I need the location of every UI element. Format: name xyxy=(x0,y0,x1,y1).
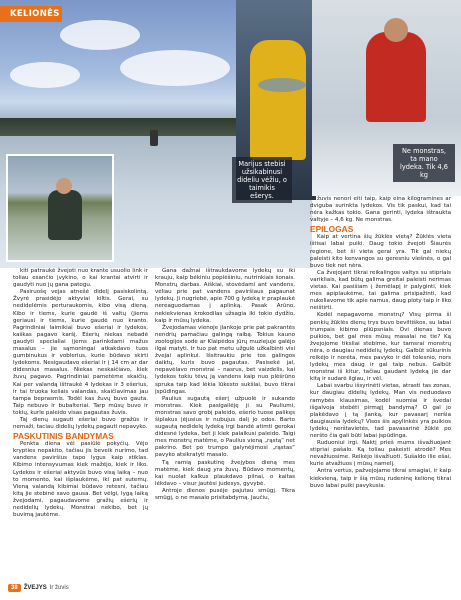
paragraph: Pasiruošę vejas atnešė didelį pasiskolintą. Žvyrė prasidėjo aktyviai kiltis. Gerai, su nedidelėmis perturaukomis, kibo visą dieną. Kibo ir tiems, kurie gaudė iš valtų (jiems geriausi ir tiems, kurie gaudė nuo kranto. Pagrindiniai laimikiai buvo ešeriai ir lydekos, kaškas pagavo karšį. Ešerių niekas nebadė gaudyti specialiai (jems parinkdami mažus masalus – jie sąmoningai atkakdavo tuos gumbinukus ir voblerius, kurie būdavo skirti lydekoms. Nesigaudavo ešeriai ir į 14 cm ar dar didesnius masalus. Niekas neskaičiavo, kiek žuvų pagavo. Pagrindiniai pametėme skaičių. Kai per valandą ištraukė 4 lydekas ir 3 ešerius, ir tai truoka keliais valandas, skaičiavimas jau tampa beprasmis. Todėl kas žuvų buvo gauta. Taip nebuvo ir bubalteriai. Tarp mūsų buvo ir tokių, kurie paleido visas pagautas žuvis. xyxy=(13,289,148,416)
paragraph: Antroje dienos pusėje pajutau smūgį. Tikra smūgį, o ne masalo prisitabdymą. Jaučiu, xyxy=(155,487,295,501)
paragraph: Penkta diena vėl pasiūlė pokyčių. Vėjo krypties nepakito, tačiau jis beveik nurimo, tad vandens paviršius tapo lygus kaip stiklas. Kibimo intensyvumas kiek mažėjo, kiek ir liko. Lydekos ir ešeriai aktyvūs buvo visą laiką – nuo to momento, kai išplaukėme, iki pat sutemų. Vieną valandą kibimai būdavo retesni, tačiau kitą jie stebinė savo gausa. Bet vėlgi, lygą laiką žvejodami, pagaudavome gražių ešerių ir nedidelių lydekų. Monstrai nekibo, bet jų buvimą jautėme. xyxy=(13,441,148,519)
paragraph: žuvis nenori eiti taip, kaip eina kilogramines ar dviguba surinkta lydekos. Vis tik paskui, kad tai nėra kažkas tokio. Gana gerinti, lydeka ištraukta valtyje – 4,6 kg. Ne monstras. xyxy=(310,196,451,224)
paragraph: Gana dažnai ištraukdavome lydekų su iki krauju, kaip bėkiniu poplėšiniu, nutrinkiais šonais. Monstrų darbas. Aiškiai, stovėdami ant vandens, vėliau prie pat vandens paviršiaus pagaunat lydekų. Ji nugriebė, apie 700 g lydeką ir praplaukė nereaguodamas į aplinką. Pasak Arūno, nekiekvienas krokodilas užsagia iki tokio dydžio, kaip ir mūsų lydeka. xyxy=(155,268,295,324)
page-footer xyxy=(8,584,69,592)
cloud xyxy=(120,50,230,86)
text-column-3 xyxy=(310,196,451,490)
angler-body xyxy=(48,190,82,240)
page-number: 38 xyxy=(8,584,21,592)
fish xyxy=(258,78,306,92)
paragraph: Kaip at vertina šių žūklės vietą? Žūklės vieta ištisai labai puiki. Daug tokio žvejoti Šiaurės regione, bet ši vieta gerai yra. Tik gal niekų paleisti kito kenvangos su geresniu viešnės, o gal buvo tiek net nėra. xyxy=(310,234,451,269)
photo-caption-2: Ne monstras, ta mano lydeka. Tik 4,6 kg xyxy=(393,144,455,182)
paragraph: Ca žvejojant tikrai reikalingos valtys su stipriais varikliais, kad būtų galima greitai paleisti nerimas vietas. Kai pasišiam į žemėlapį ir palyginti, kiek mes apiplaukėme, tai galima prisipažinti, kad nukeliavome tik apie namus, daug ploty taip ir liko neištirti. xyxy=(310,269,451,312)
text-column-2 xyxy=(155,268,295,502)
text-column-1 xyxy=(13,268,148,519)
magazine-issue: Ir žuvis xyxy=(49,585,69,591)
paragraph: Labai svarbu išsyrinėti vietas, atrasti tas zonas, kur daugiau didelių lydekų. Man vis neduodavo ramybės klausimas, kodėl suomiai ir švedai išgalvoja stebėti pirmąjį bandymą? O gal jo plakėdavo į tą įlanką, kur pavasarį neršia daugiausia lydekų? Visos šis apylinkės yra puikios lydekų nerštavietės, tad pavasarinė žūklė po neršto čia gali būti labai įspūdinga. xyxy=(310,383,451,439)
angler-head xyxy=(56,178,72,194)
paragraph: kiti patraukė žvejoti nuo krante usuolio link ir toliau esančio įvykino, o kai krantai atvirti ir gaudyti nuo jų gana patogu. xyxy=(13,268,148,289)
red-jacket xyxy=(366,32,426,122)
cloud xyxy=(60,20,140,50)
paragraph: Taj dienų sugauti ešeriai buvo gražūs ir nemaži, taciau didelių lydekų pagauti nepavyko. xyxy=(13,416,148,431)
section-kicker: KELIONĖS xyxy=(0,6,62,22)
paragraph: Paulius sugautą ešerį užpuolė ir sukando monstras. Kiek pasigailėję ji su Pauliumi, monstras savo grobį paleido, ešerio tuose palikęs šiplakus įėjusius ir nubujus dalį jo odos. Barto sugautą nedidelę lydeką irgi bandė atimti gerokai didesnė lydeka, bet ji kiek palaikusi paleido. Taigi mes monstrų matėme, o Paulius vieną „rąstą“ net pakrino. Bet po trumpo galynėjimosi „rąstas“ pavyko atsikratyti masalo. xyxy=(155,395,295,459)
angler-figure xyxy=(150,130,158,146)
yellow-jacket xyxy=(250,40,306,160)
cloud xyxy=(10,62,80,88)
subheading-last-try: PASKUTINIS BANDYMAS xyxy=(13,431,114,442)
photo-caption-1: Marijus stebisi užsikabinusi dideliu vėžiu, o taimikis ešerys. xyxy=(232,157,292,203)
paragraph: Antra vertus, pažvejojame tikrai smagiai, ir kaip kiekvieną, taip ir šią mūsų rudeninę kelionę tikrai buvo labai puiki pavykusia. xyxy=(310,468,451,489)
magazine-brand: ŽVEJYS xyxy=(23,585,47,591)
paragraph: Kodėl nepagavome monstrų? Visų pirma ši penkių žūklės dienų trys buvo beviltiškos, su labai trumpais kibimo pliūpsniais. Ovi dienas buvo puikios, bet gal mes mūsų masalai ne tie? Ką žvejojome tiksliai stebime, kur tamsrai monstrų nėra, o daugiau nedidelių lydekų. Galbūt sūkurinis reikėjo ir norėta, mes pavyko ir dėl tolesnio, nors lydekų mes daug ir gal taip nebus. Galbūt monstrai iš kitur, tačiau gaudant lydeką jie dar kitą ir sudarė ilgiau, ir vėl. xyxy=(310,312,451,383)
paragraph: Ruduoniui irgi. Naktį prieš mums išvažiuojant stipriai pašalo. Ką toliau pakeisti atrodė? Mes nevažiuosime. Reikėjo išvažiuoti. Sušaldo ilie ešai, kurie atvažiuos į mūsų namelį. xyxy=(310,440,451,468)
inset-angler-photo xyxy=(6,154,114,262)
paragraph: Tą ramią paskutinę žvejybos dieną mes matėme, kiek daug yra žuvų. Būdavo momentų, kai nuolat kalkus plaukdavo pilnai, o kaitas lėkdavo – visur jautėsi judesys, gyvybė. xyxy=(155,459,295,487)
paragraph: Žvejodamas vienoje įlankoje prie pat pakrantės nendrių pamačiau galingą raibą. Tokius kauno zoologijos sode ar Klaipėdos jūrų muziejuje galėjo ilgai matyti. Ir tuo pat metu užgulė užkalbinti visi žvejai aplinkui. Išsitraukiu prie tos galingos daiktų, kuris buvo pagautas. Pasisekė jai, nepavėlavo monstrai – nasrus, bet vaizdelis, kai lydekos tokiu tėvų ją vandens kaip nuo plėšrūno spruka taip kad lėkia lūkesto sukšiai, buvo tikrai įspūdingas. xyxy=(155,324,295,395)
angler-head xyxy=(384,18,408,42)
subheading-epilogue: EPILOGAS xyxy=(310,224,354,235)
